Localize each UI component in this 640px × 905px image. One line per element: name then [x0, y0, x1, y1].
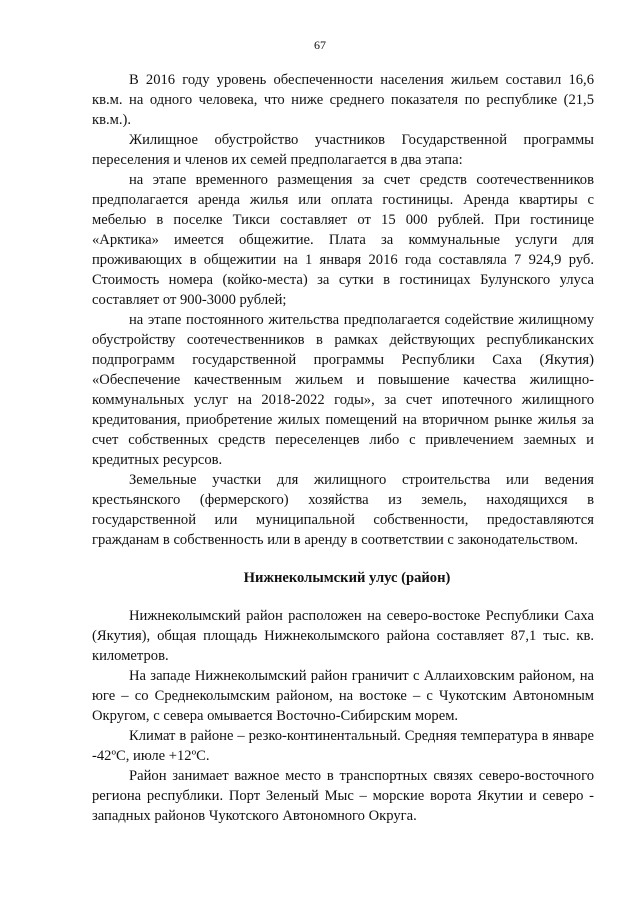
page-number: 67: [314, 38, 326, 52]
paragraph-transport: Район занимает важное место в транспортных связях северо-восточного региона республики. Порт Зеленый Мыс – морские ворота Якутии и северо - западных районов Чукотского Автономного Округа.: [92, 768, 594, 824]
paragraph-two-stages: Жилищное обустройство участников Государственной программы переселения и членов их семей предполагается в два этапа:: [92, 132, 594, 168]
paragraph-permanent-stage: на этапе постоянного жительства предполагается содействие жилищному обустройству соотечественников в рамках действующих республиканских подпрограмм государственной программы Республики Саха (Якутия) «Обеспечение качественным жильем и повышение качества жилищно-коммунальных услуг на 2018-2022 годы», за счет ипотечного жилищного кредитования, приобретение жилых помещений на вторичном рынке жилья за счет собственных средств переселенцев либо с привлечением заемных и кредитных ресурсов.: [92, 312, 594, 468]
paragraph-land-plots: Земельные участки для жилищного строительства или ведения крестьянского (фермерского) хозяйства из земель, находящихся в государственной или муниципальной собственности, предоставляются гражданам в собственность или в аренду в соответствии с законодательством.: [92, 472, 594, 548]
paragraph-climate: Климат в районе – резко-континентальный. Средняя температура в январе -42ºC, июле +12ºC.: [92, 728, 594, 764]
paragraph-housing-level: В 2016 году уровень обеспеченности населения жильем составил 16,6 кв.м. на одного человека, что ниже среднего показателя по республике (21,5 кв.м.).: [92, 72, 594, 128]
paragraph-location: Нижнеколымский район расположен на северо-востоке Республики Саха (Якутия), общая площадь Нижнеколымского района составляет 87,1 тыс. кв. километров.: [92, 608, 594, 664]
paragraph-temporary-stage: на этапе временного размещения за счет средств соотечественников предполагается аренда жилья или оплата гостиницы. Аренда квартиры с мебелью в поселке Тикси составляет от 15 000 рублей. При гостинице «Арктика» имеется общежитие. Плата за коммунальные услуги для проживающих в общежитии на 1 января 2016 года составляла 7 924,9 руб. Стоимость номера (койко-места) за сутки в гостиницах Булунского улуса составляет от 900-3000 рублей;: [92, 172, 594, 308]
paragraph-borders: На западе Нижнеколымский район граничит с Аллаиховским районом, на юге – со Среднеколымским районом, на востоке – с Чукотским Автономным Округом, с севера омывается Восточно-Сибирским морем.: [92, 668, 594, 724]
document-body: [92, 70, 594, 826]
section-heading: Нижнеколымский улус (район): [243, 570, 451, 586]
